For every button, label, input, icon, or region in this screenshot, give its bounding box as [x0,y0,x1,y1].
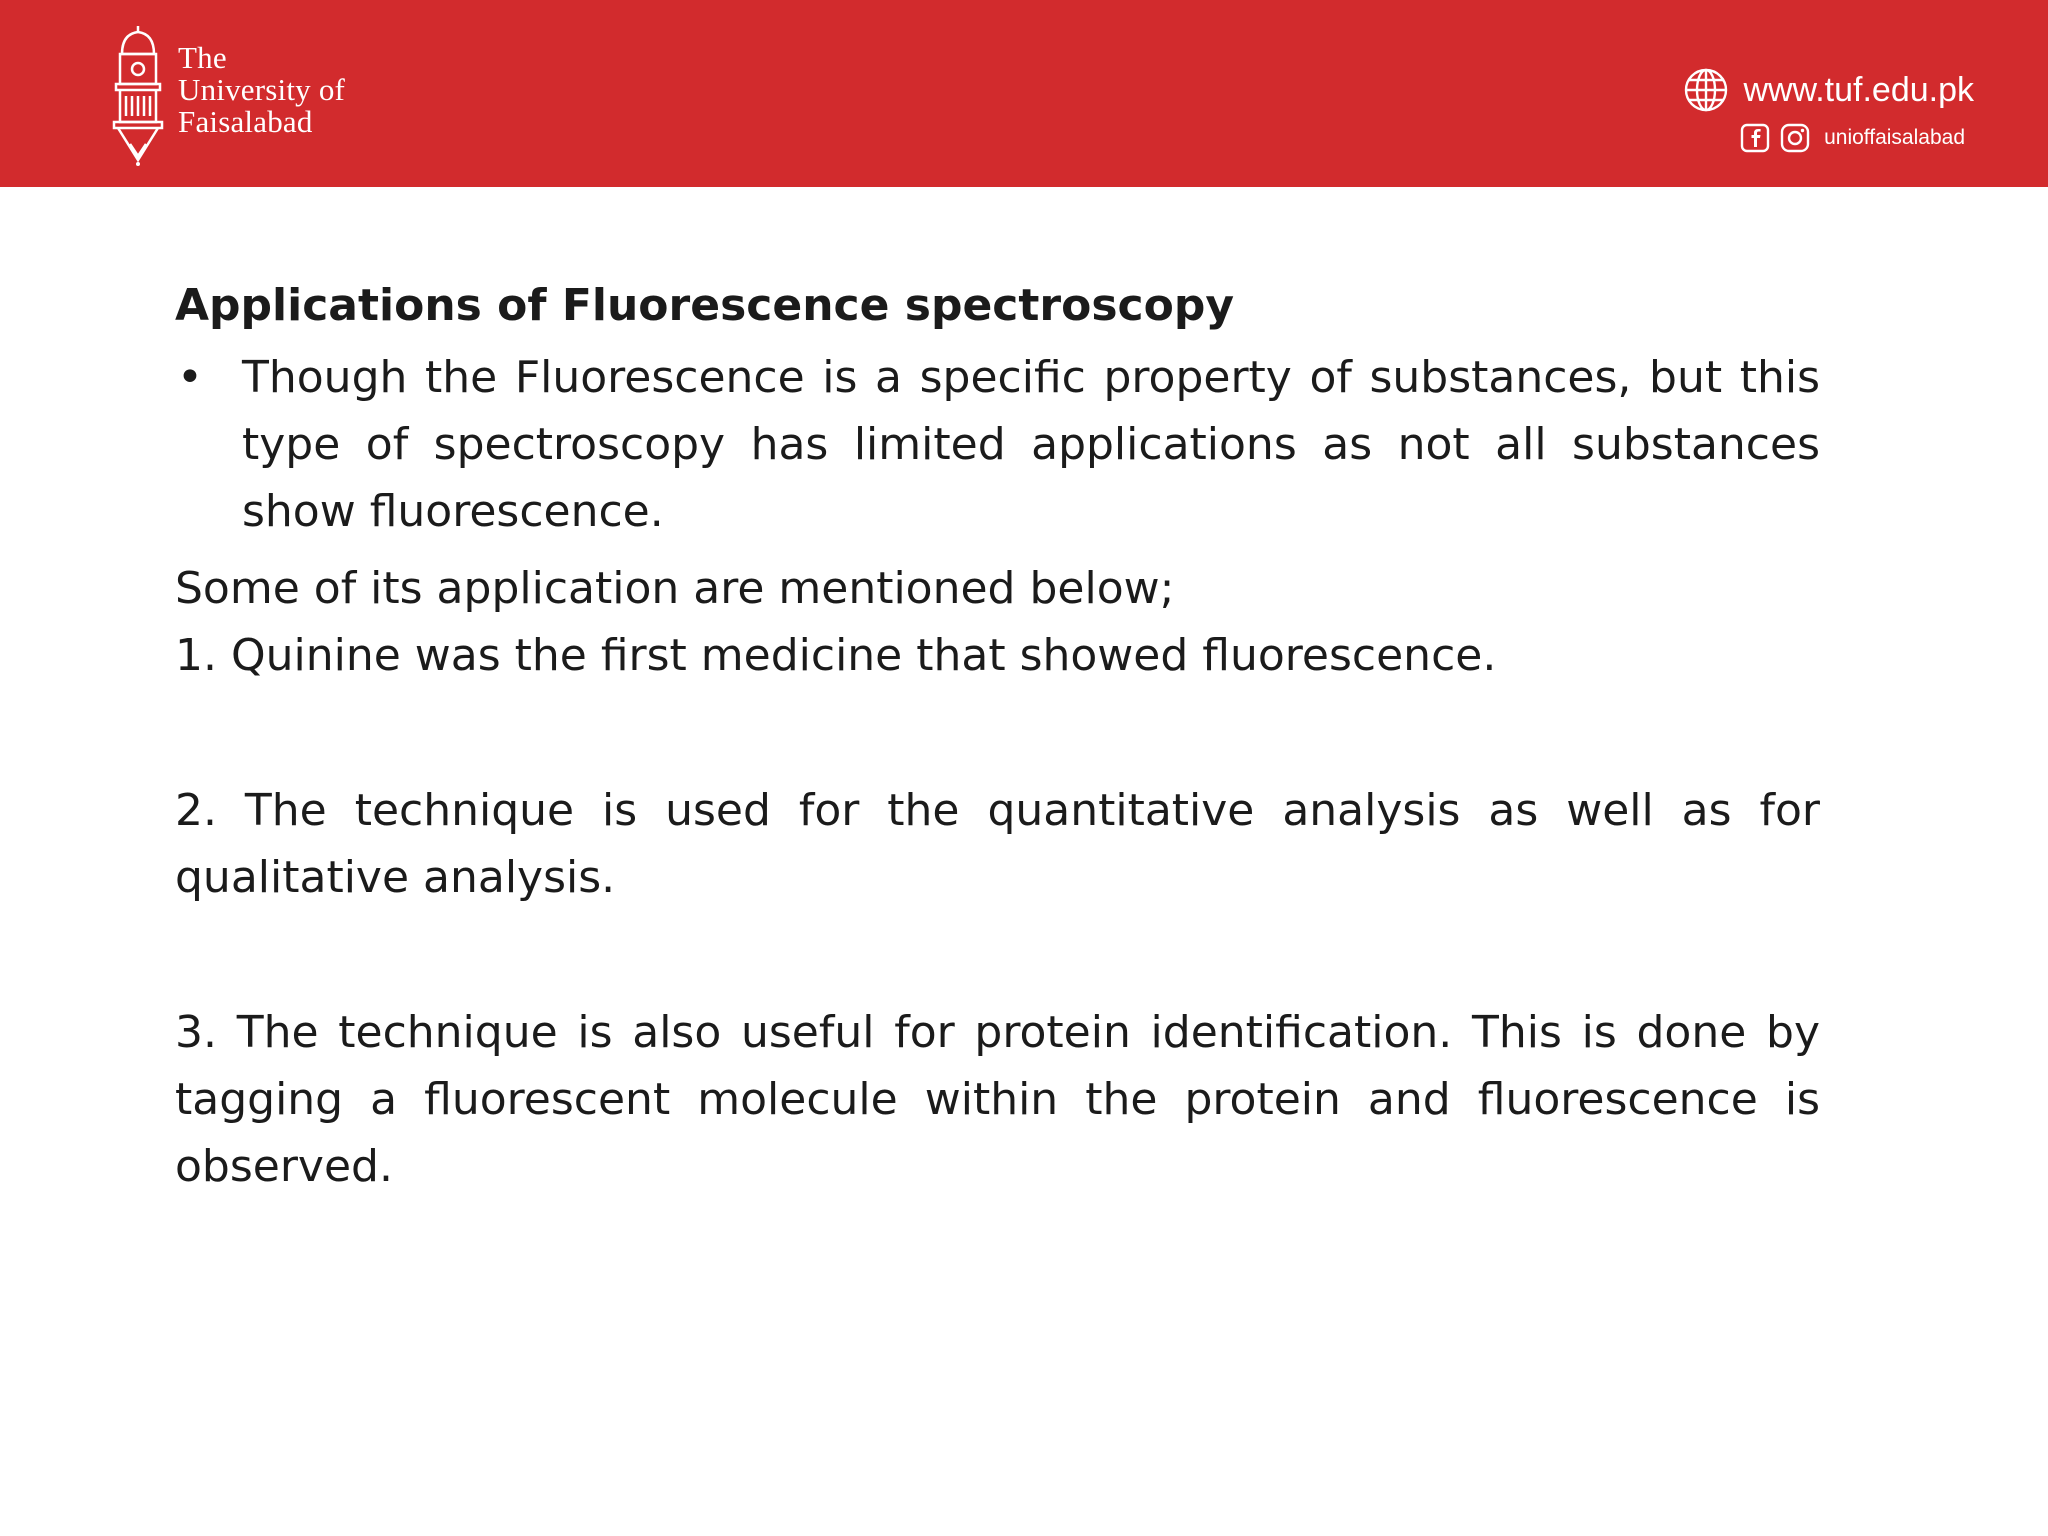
contact-block [1634,66,1974,166]
globe-icon [1683,67,1729,113]
logo-line-3: Faisalabad [178,104,313,139]
bullet-marker: • [177,352,203,403]
website-row[interactable] [1683,66,1974,114]
slide-content [175,268,1820,1200]
bullet-item [175,344,1820,545]
social-handle[interactable]: unioffaisalabad [1824,126,1965,149]
bullet-text: Though the Fluorescence is a specific property of substances, but this type of spectroscopy has limited applications as not all substances show fluorescence. [242,352,1820,537]
slide-title: Applications of Fluorescence spectroscopy [175,280,1235,331]
logo-wordmark [178,42,345,138]
logo-line-2: University of [178,72,346,107]
logo-line-1: The [178,40,227,75]
social-row [1740,122,1965,154]
instagram-icon[interactable] [1780,123,1810,153]
list-item-3: 3. The technique is also useful for protein identification. This is done by tagging a fluorescent molecule within the protein and fluorescence is observed. [175,1007,1820,1192]
list-item-2: 2. The technique is used for the quantitative analysis as well as for qualitative analysis. [175,785,1820,903]
header-banner [0,0,2048,187]
minaret-logo-icon [108,24,168,166]
list-item-1: 1. Quinine was the first medicine that showed fluorescence. [175,630,1497,681]
website-link[interactable]: www.tuf.edu.pk [1743,70,1974,109]
facebook-icon[interactable] [1740,123,1770,153]
intro-text: Some of its application are mentioned below; [175,563,1175,614]
university-logo[interactable] [108,24,378,166]
